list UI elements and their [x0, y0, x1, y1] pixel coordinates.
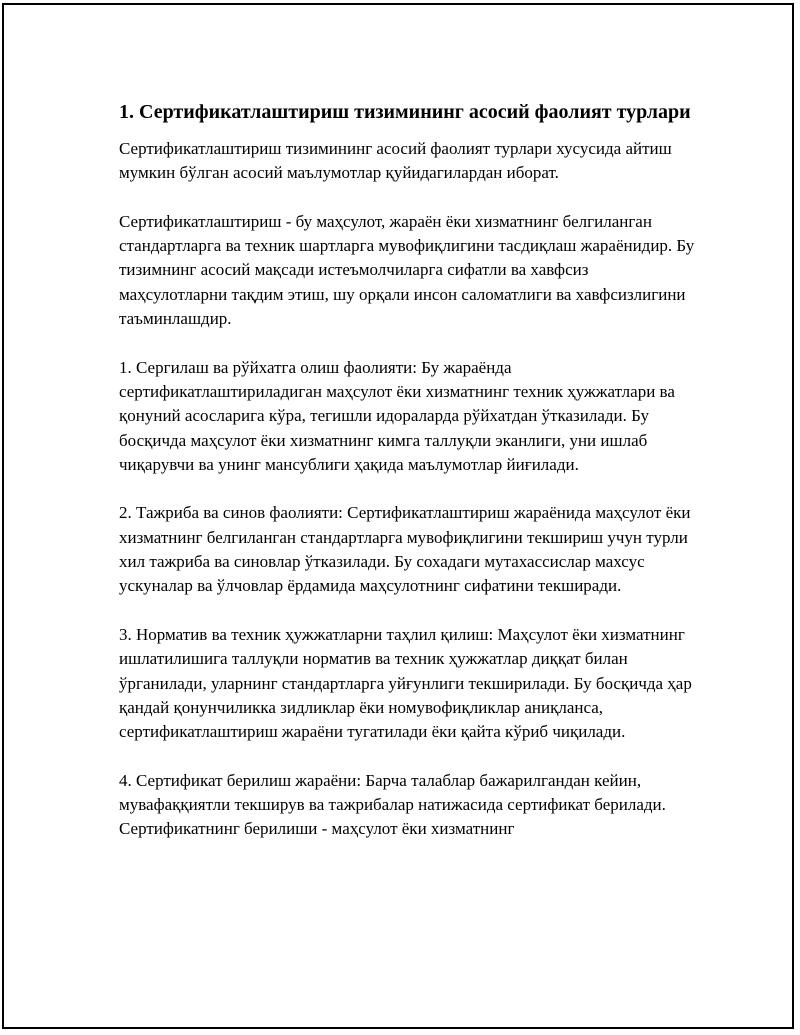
paragraph-testing: 2. Тажриба ва синов фаолияти: Сертификатлаштириш жараёнида маҳсулот ёки хизматнинг белгиланган стандартларга мувофиқлигини текшириш учун турли хил тажриба ва синовлар ўтказилади. Бу сохадаги мутахассислар махсус ускуналар ва ўлчовлар ёрдамида маҳсулотнинг сифатини текширади.: [119, 503, 691, 596]
paragraph-certificate-issuance: 4. Сертификат берилиш жараёни: Барча талаблар бажарилгандан кейин, мувафаққиятли текширув ва тажрибалар натижасида сертификат берилади. Сертификатнинг берилиши - маҳсулот ёки хизматнинг: [119, 770, 666, 839]
paragraph-documents-analysis: 3. Норматив ва техник ҳужжатларни таҳлил қилиш: Маҳсулот ёки хизматнинг ишлатилишига таллуқли норматив ва техник ҳужжатлар диққат билан ўрганилади, уларнинг стандартларга уйғунлиги текширилади. Бу босқичда ҳар қандай қонунчиликка зидликлар ёки номувофиқликлар аниқланса, сертификатлаштириш жараёни тугатилади ёки қайта кўриб чиқилади.: [119, 624, 692, 742]
document-body: [119, 97, 699, 866]
paragraph-definition: Сертификатлаштириш - бу маҳсулот, жараён ёки хизматнинг белгиланган стандартларга ва техник шартларга мувофиқлигини тасдиқлаш жараёнидир. Бу тизимнинг асосий мақсади истеъмолчиларга сифатли ва хавфсиз маҳсулотларни тақдим этиш, шу орқали инсон саломатлиги ва хавфсизлигини таъминлашдир.: [119, 211, 695, 329]
paragraph-registration: 1. Сергилаш ва рўйхатга олиш фаолияти: Бу жараёнда сертификатлаштириладиган маҳсулот ёки хизматнинг техник ҳужжатлари ва қонуний асосларига кўра, тегишли идораларда рўйхатдан ўтказилади. Бу босқичда маҳсулот ёки хизматнинг кимга таллуқли эканлиги, уни ишлаб чиқарувчи ва унинг мансублиги ҳақида маълумотлар йиғилади.: [119, 357, 675, 474]
document-title: 1. Сертификатлаштириш тизимининг асосий фаолият турлари: [119, 101, 691, 123]
paragraph-intro: Сертификатлаштириш тизимининг асосий фаолият турлари хусусида айтиш мумкин бўлган асосий маълумотлар қуйидагилардан иборат.: [119, 139, 672, 183]
page-frame: [2, 3, 794, 1029]
